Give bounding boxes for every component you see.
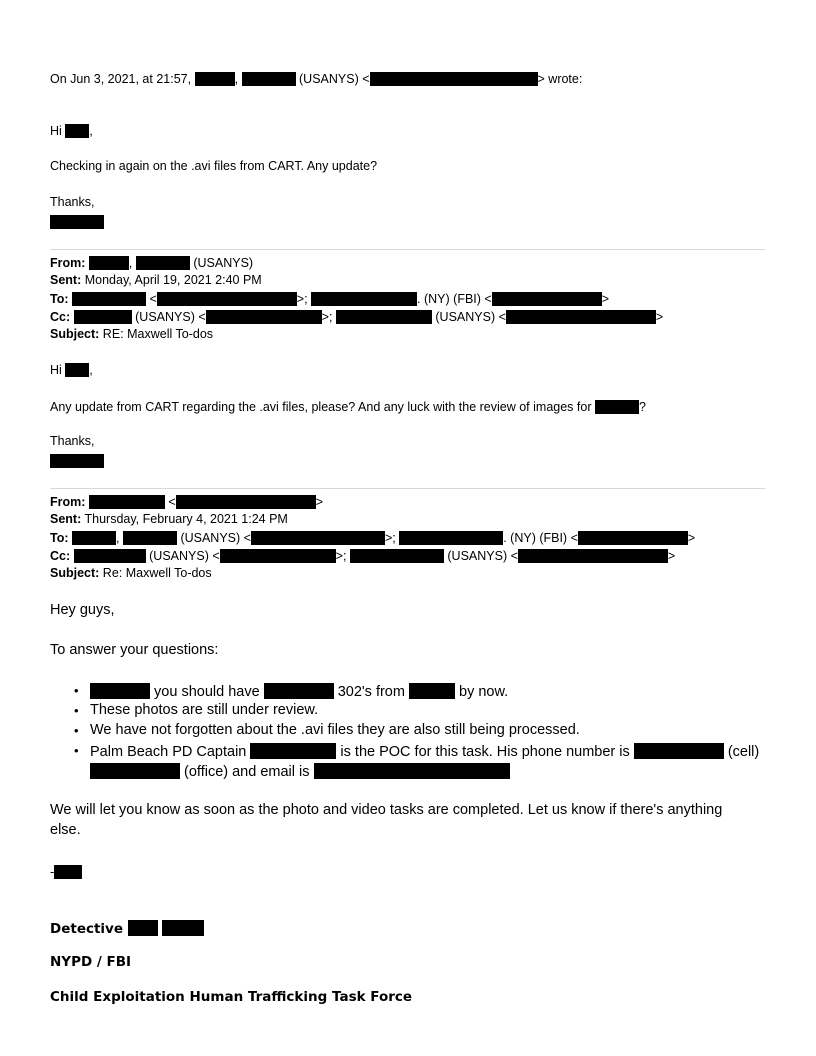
email2-signature-redacted bbox=[50, 453, 104, 469]
bullet-glyph: • bbox=[74, 723, 79, 738]
redaction-block bbox=[72, 531, 116, 545]
email2-sent-line bbox=[50, 274, 262, 287]
email2-from-org: (USANYS) bbox=[193, 256, 254, 270]
redaction-block bbox=[251, 531, 385, 545]
email2-body-end: ? bbox=[638, 400, 646, 414]
email3-subject-value: Re: Maxwell To-dos bbox=[102, 566, 212, 580]
email2-sent-label: Sent: bbox=[50, 273, 82, 287]
email3-cc-org1: (USANYS) < bbox=[149, 549, 220, 563]
email2-from-line: From: , (USANYS) bbox=[50, 256, 254, 270]
bullet4-text-c: (cell) bbox=[727, 744, 760, 760]
email2-cc-sep: >; bbox=[321, 310, 333, 324]
email2-to-end: > bbox=[601, 292, 610, 306]
email3-to-end: > bbox=[687, 531, 696, 545]
email1-greeting-line: Hi , bbox=[50, 124, 93, 138]
email3-from-line bbox=[50, 495, 323, 509]
email1-body: Checking in again on the .avi files from CART. Any update? bbox=[50, 159, 378, 173]
redaction-block bbox=[50, 215, 104, 229]
redaction-block bbox=[506, 310, 656, 324]
list-item bbox=[90, 743, 759, 760]
redaction-block bbox=[195, 72, 235, 86]
email3-sent-label: Sent: bbox=[50, 512, 82, 526]
redaction-block bbox=[89, 495, 165, 509]
email2-cc-label: Cc: bbox=[50, 310, 71, 324]
email3-subject-label: Subject: bbox=[50, 566, 100, 580]
email2-closing: Thanks, bbox=[50, 434, 95, 448]
divider bbox=[50, 488, 765, 489]
email3-from-label: From: bbox=[50, 495, 86, 509]
email1-signature-redacted bbox=[50, 214, 104, 230]
email1-header-org: (USANYS) < bbox=[299, 72, 370, 86]
redaction-block bbox=[65, 124, 89, 138]
email2-cc-end: > bbox=[655, 310, 664, 324]
list-item bbox=[90, 683, 508, 700]
signature-agency: NYPD / FBI bbox=[50, 954, 132, 970]
email1-header: On Jun 3, 2021, at 21:57, , (USANYS) < > wrote: bbox=[50, 72, 583, 86]
redaction-block bbox=[264, 683, 334, 699]
email2-greeting: Hi bbox=[50, 363, 62, 377]
email2-subject-value: RE: Maxwell To-dos bbox=[102, 327, 214, 341]
redaction-block bbox=[90, 763, 180, 779]
email3-intro: To answer your questions: bbox=[50, 642, 219, 658]
redaction-block bbox=[250, 743, 336, 759]
bullet-glyph: • bbox=[74, 703, 79, 718]
email3-sent-value: Thursday, February 4, 2021 1:24 PM bbox=[84, 512, 288, 526]
redaction-block bbox=[65, 363, 89, 377]
redaction-block bbox=[518, 549, 668, 563]
email2-to-sep: >; bbox=[296, 292, 308, 306]
redaction-block bbox=[206, 310, 322, 324]
email3-cc-label: Cc: bbox=[50, 549, 71, 563]
email2-to-line: To: < >; . (NY) (FBI) < > bbox=[50, 292, 610, 306]
redaction-block bbox=[314, 763, 510, 779]
redaction-block bbox=[162, 920, 204, 936]
list-item: We have not forgotten about the .avi files they are also still being processed. bbox=[90, 722, 580, 738]
sign-dash: - bbox=[50, 865, 55, 879]
redaction-block bbox=[336, 310, 432, 324]
redaction-block bbox=[634, 743, 724, 759]
redaction-block bbox=[72, 292, 146, 306]
bullet1-text-a: you should have bbox=[154, 684, 260, 700]
redaction-block bbox=[399, 531, 503, 545]
bullet-glyph: • bbox=[74, 683, 79, 698]
email2-to-label: To: bbox=[50, 292, 69, 306]
signature-unit: Child Exploitation Human Trafficking Task Force bbox=[50, 989, 413, 1005]
divider bbox=[50, 249, 765, 250]
redaction-block bbox=[311, 292, 417, 306]
redaction-block bbox=[595, 400, 639, 414]
redaction-block bbox=[89, 256, 129, 270]
email2-subject-label: Subject: bbox=[50, 327, 100, 341]
email3-sign-off bbox=[50, 865, 82, 879]
email3-greeting: Hey guys, bbox=[50, 602, 115, 618]
redaction-block bbox=[136, 256, 190, 270]
email3-closing-line2: else. bbox=[50, 822, 81, 838]
email2-body bbox=[50, 400, 646, 414]
bullet1-text-c: by now. bbox=[459, 684, 509, 700]
email3-to-sep: >; bbox=[384, 531, 396, 545]
redaction-block bbox=[370, 72, 538, 86]
redaction-block bbox=[176, 495, 316, 509]
redaction-block bbox=[123, 531, 177, 545]
bullet1-text-b: 302's from bbox=[337, 684, 405, 700]
list-item-continuation bbox=[90, 763, 510, 780]
email3-from-lt: < bbox=[168, 495, 176, 509]
redaction-block bbox=[242, 72, 296, 86]
bullet-glyph: • bbox=[74, 743, 79, 758]
email1-closing: Thanks, bbox=[50, 195, 95, 209]
redaction-block bbox=[74, 549, 146, 563]
signature-title: Detective bbox=[50, 921, 124, 937]
email1-header-prefix: On Jun 3, 2021, at 21:57, bbox=[50, 72, 192, 86]
email3-to-line: To: , (USANYS) < >; . (NY) (FBI) < > bbox=[50, 531, 696, 545]
email1-greeting: Hi bbox=[50, 124, 62, 138]
email2-cc-org2: (USANYS) < bbox=[435, 310, 506, 324]
bullet4-text-d: (office) and email is bbox=[184, 764, 310, 780]
email3-sent-line bbox=[50, 513, 288, 526]
redaction-block bbox=[90, 683, 150, 699]
list-item: These photos are still under review. bbox=[90, 702, 319, 718]
redaction-block bbox=[54, 865, 82, 879]
redaction-block bbox=[50, 454, 104, 468]
email2-body-text: Any update from CART regarding the .avi files, please? And any luck with the review of images for bbox=[50, 400, 592, 414]
email2-greeting-line: Hi , bbox=[50, 363, 93, 377]
email3-to-org2: . (NY) (FBI) < bbox=[503, 531, 578, 545]
email3-to-label: To: bbox=[50, 531, 69, 545]
email3-subject-line bbox=[50, 567, 212, 580]
signature-title-line bbox=[50, 920, 204, 937]
email2-cc-org1: (USANYS) < bbox=[135, 310, 206, 324]
email3-from-end: > bbox=[315, 495, 324, 509]
redaction-block bbox=[409, 683, 455, 699]
email3-cc-line bbox=[50, 549, 675, 563]
redaction-block bbox=[157, 292, 297, 306]
redaction-block bbox=[74, 310, 132, 324]
email2-subject-line bbox=[50, 328, 213, 341]
bullet4-text-b: is the POC for this task. His phone number is bbox=[340, 744, 630, 760]
email3-cc-org2: (USANYS) < bbox=[447, 549, 518, 563]
email1-header-suffix: > wrote: bbox=[537, 72, 583, 86]
email3-to-org: (USANYS) < bbox=[180, 531, 251, 545]
email3-closing-line1: We will let you know as soon as the photo and video tasks are completed. Let us know if there's anything bbox=[50, 802, 723, 818]
redaction-block bbox=[128, 920, 158, 936]
email2-from-label: From: bbox=[50, 256, 86, 270]
bullet4-text-a: Palm Beach PD Captain bbox=[90, 744, 247, 760]
redaction-block bbox=[220, 549, 336, 563]
email2-to-org: . (NY) (FBI) < bbox=[417, 292, 492, 306]
email2-sent-value: Monday, April 19, 2021 2:40 PM bbox=[84, 273, 262, 287]
email2-cc-line bbox=[50, 310, 663, 324]
email3-cc-end: > bbox=[667, 549, 676, 563]
redaction-block bbox=[350, 549, 444, 563]
redaction-block bbox=[492, 292, 602, 306]
email3-cc-sep: >; bbox=[335, 549, 347, 563]
redaction-block bbox=[578, 531, 688, 545]
